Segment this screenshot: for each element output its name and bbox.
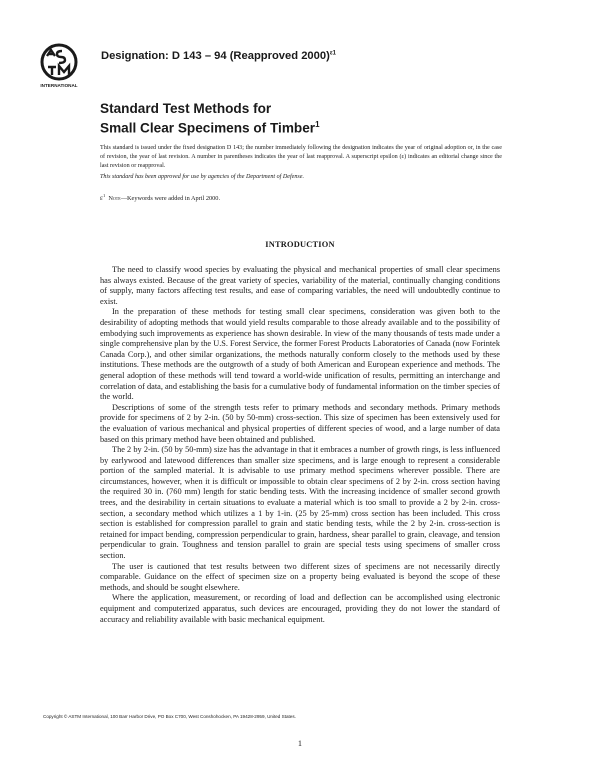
editorial-change-note [100, 193, 220, 202]
approval-note: This standard has been approved for use by agencies of the Department of Defense. [100, 174, 304, 180]
title-line-2 [100, 117, 320, 137]
designation [101, 50, 336, 62]
document-title [100, 101, 320, 137]
introduction-heading: INTRODUCTION [265, 240, 335, 249]
paragraph: Where the application, measurement, or recording of load and deflection can be accomplished using electronic equipment and computerized apparatus, such devices are encouraged, providing they do not lower the standard of accuracy and reliability available with basic mechanical equipment. [100, 593, 500, 624]
epsilon-symbol: ε [100, 194, 103, 203]
paragraph: Descriptions of some of the strength tests refer to primary methods and secondary methods. Primary methods provide for specimens of 2 by 2-in. (50 by 50-mm) cross-section. This size of specimen has been extensively used for the evaluation of various mechanical and physical properties of different species of wood, and a large number of data based on this primary method have been obtained and published. [100, 402, 500, 444]
astm-logo [39, 43, 79, 89]
paragraph: The user is cautioned that test results between two different sizes of specimens are not necessarily directly comparable. Guidance on the effect of specimen size on a property being evaluated is beyond the scope of these methods, and should be sought elsewhere. [100, 561, 500, 592]
logo-caption: INTERNATIONAL [40, 83, 78, 88]
copyright-line: Copyright © ASTM International, 100 Barr Harbor Drive, PO Box C700, West Conshohocken, PA 19428-2959, United States. [43, 714, 296, 719]
paragraph: In the preparation of these methods for testing small clear specimens, consideration was given both to the desirability of adopting methods that would yield results comparable to those already available and to the possibility of embodying such improvements as experience has shown desirable. In view of the many thousands of tests made under a single comprehensive plan by the U.S. Forest Service, the former Forest Products Laboratories of Canada (now Forintek Canada Corp.), and other similar organizations, the methods naturally conform closely to the methods used by these institutions. These methods are the outgrowth of a study of both American and European experience and methods. The general adoption of these methods will tend toward a world-wide unification of results, permitting an interchange and correlation of data, and establishing the basis for a cumulative body of fundamental information on the timber species of the world. [100, 307, 500, 402]
standard-notice: This standard is issued under the fixed designation D 143; the number immediately following the designation indicates the year of original adoption or, in the case of revision, the year of last revision. A number in parentheses indicates the year of last reapproval. A superscript epsilon (ε) indicates an editorial change since the last revision or reapproval. [100, 145, 502, 169]
page-number: 1 [297, 739, 303, 748]
title-line-2-text: Small Clear Specimens of Timber [100, 120, 316, 136]
note-text: —Keywords were added in April 2000. [120, 195, 221, 203]
designation-text: Designation: D 143 – 94 (Reapproved 2000) [101, 50, 330, 62]
paragraph: The need to classify wood species by evaluating the physical and mechanical properties of small clear specimens has always existed. Because of the great variety of species, variability of the material, continually changing conditions of supply, many factors affecting test results, and ease of comparing variables, the need will undoubtedly continue to exist. [100, 265, 500, 306]
designation-superscript: ε1 [329, 50, 336, 57]
paragraph: The 2 by 2-in. (50 by 50-mm) size has the advantage in that it embraces a number of growth rings, is less influenced by earlywood and latewood differences than smaller size specimens, and is large enough to represent a considerable portion of the sampled material. It is advisable to use primary method specimens wherever possible. There are circumstances, however, when it is difficult or impossible to obtain clear specimens of 2 by 2-in. cross section having the required 30 in. (760 mm) length for static bending tests. With the increasing incidence of smaller second growth trees, and the desirability in certain situations to evaluate a material which is too small to provide a 2 by 2-in. cross-section, a secondary method which utilizes a 1 by 1-in. (25 by 25-mm) cross section has been included. This cross section is established for compression parallel to grain and static bending tests, while the 2 by 2-in. cross-section is retained for impact bending, compression perpendicular to grain, hardness, shear parallel to grain, cleavage, and tension perpendicular to grain. Toughness and tension parallel to grain are special tests using specimens of smaller cross section. [100, 445, 500, 561]
title-line-1: Standard Test Methods for [100, 101, 272, 116]
note-label: Note [108, 195, 121, 203]
epsilon-superscript: 1 [102, 193, 106, 198]
introduction-body [100, 265, 500, 625]
title-footnote-marker: 1 [315, 120, 320, 129]
